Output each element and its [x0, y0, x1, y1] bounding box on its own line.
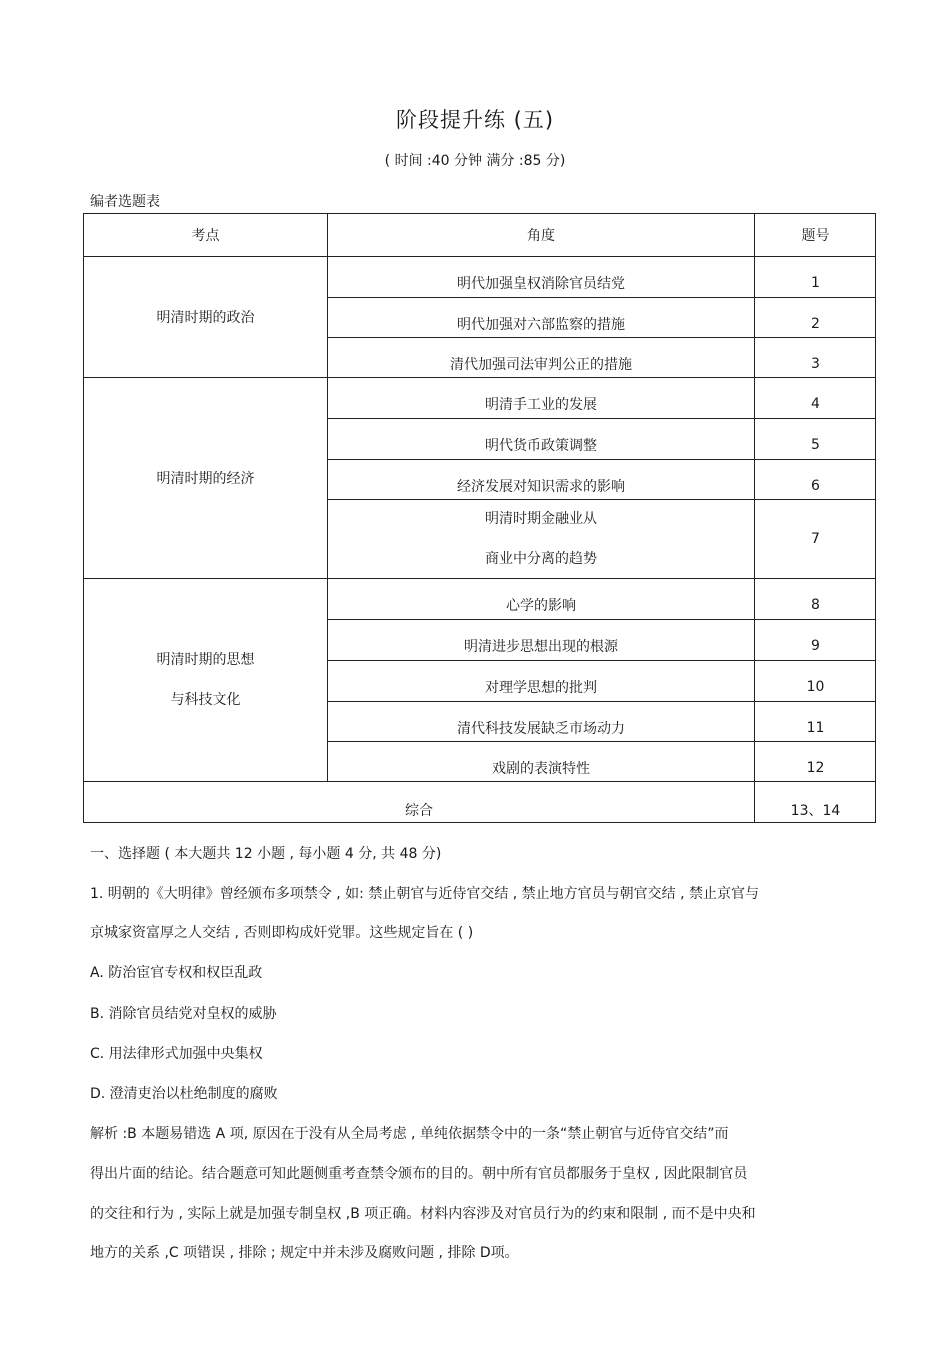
angle-cell: 明代加强皇权消除官员结党: [457, 276, 625, 292]
angle-cell: 明清手工业的发展: [485, 397, 597, 413]
angle-cell: 清代加强司法审判公正的措施: [450, 356, 632, 373]
analysis-line: 地方的关系 ,C 项错误 , 排除 ; 规定中并未涉及腐败问题 , 排除 D项。: [90, 1245, 519, 1261]
question-number: 10: [806, 679, 825, 695]
question-number: 2: [811, 316, 820, 332]
angle-cell: 对理学思想的批判: [485, 680, 597, 696]
exam-info: ( 时间 :40 分钟 满分 :85 分): [384, 153, 566, 169]
angle-line: 商业中分离的趋势: [485, 551, 597, 567]
option-a: A. 防治宦官专权和权臣乱政: [90, 965, 263, 981]
section-heading: 一、选择题 ( 本大题共 12 小题 , 每小题 4 分, 共 48 分): [90, 846, 442, 862]
topic-selection-table: [83, 213, 876, 823]
topic-line: 明清时期的思想: [156, 652, 255, 668]
angle-cell: 清代科技发展缺乏市场动力: [457, 720, 625, 737]
question-number: 7: [811, 531, 820, 547]
question-number: 4: [811, 396, 820, 412]
question-number: 6: [811, 477, 820, 494]
option-d: D. 澄清吏治以杜绝制度的腐败: [90, 1086, 278, 1102]
topic-thought-culture: [84, 579, 327, 781]
question-number: 12: [806, 759, 825, 776]
option-b: B. 消除官员结党对皇权的威胁: [90, 1006, 277, 1022]
topic-line: 与科技文化: [170, 692, 241, 708]
table-caption: 编者选题表: [90, 194, 160, 210]
question-number: 3: [811, 355, 820, 372]
angle-cell-multiline: [328, 500, 754, 578]
column-header-topic: 考点: [191, 228, 220, 244]
option-c: C. 用法律形式加强中央集权: [90, 1046, 263, 1062]
analysis-line: 的交往和行为 , 实际上就是加强专制皇权 ,B 项正确。材料内容涉及对官员行为的约束和限制 , 而不是中央和: [90, 1206, 756, 1222]
question-stem-line: 京城家资富厚之人交结 , 否则即构成奸党罪。这些规定旨在 ( ): [90, 925, 474, 941]
column-header-angle: 角度: [527, 228, 555, 244]
question-number: 1: [811, 275, 820, 291]
page-title: 阶段提升练 (五): [395, 108, 555, 132]
column-header-number: 题号: [801, 228, 830, 244]
question-number: 5: [811, 437, 820, 453]
angle-cell: 经济发展对知识需求的影响: [457, 478, 625, 495]
summary-label: 综合: [405, 803, 433, 819]
angle-cell: 明清进步思想出现的根源: [464, 639, 618, 655]
angle-cell: 明代货币政策调整: [485, 438, 597, 454]
topic-economy: 明清时期的经济: [156, 471, 255, 487]
angle-cell: 明代加强对六部监察的措施: [457, 317, 625, 333]
angle-cell: 戏剧的表演特性: [492, 760, 590, 777]
question-number: 11: [806, 719, 825, 736]
question-stem-line: 1. 明朝的《大明律》曾经颁布多项禁令 , 如: 禁止朝官与近侍官交结 , 禁止地方官员与朝官交结 , 禁止京官与: [90, 886, 760, 902]
analysis-line: 解析 :B 本题易错选 A 项, 原因在于没有从全局考虑 , 单纯依据禁令中的一条“禁止朝官与近侍官交结”而: [90, 1126, 729, 1142]
question-number: 9: [811, 638, 820, 654]
question-number: 8: [811, 597, 820, 613]
angle-cell: 心学的影响: [506, 598, 576, 614]
angle-line: 明清时期金融业从: [485, 511, 597, 527]
analysis-line: 得出片面的结论。结合题意可知此题侧重考查禁令颁布的目的。朝中所有官员都服务于皇权 , 因此限制官员: [90, 1166, 748, 1182]
topic-politics: 明清时期的政治: [156, 310, 255, 326]
summary-number: 13、14: [790, 803, 841, 819]
